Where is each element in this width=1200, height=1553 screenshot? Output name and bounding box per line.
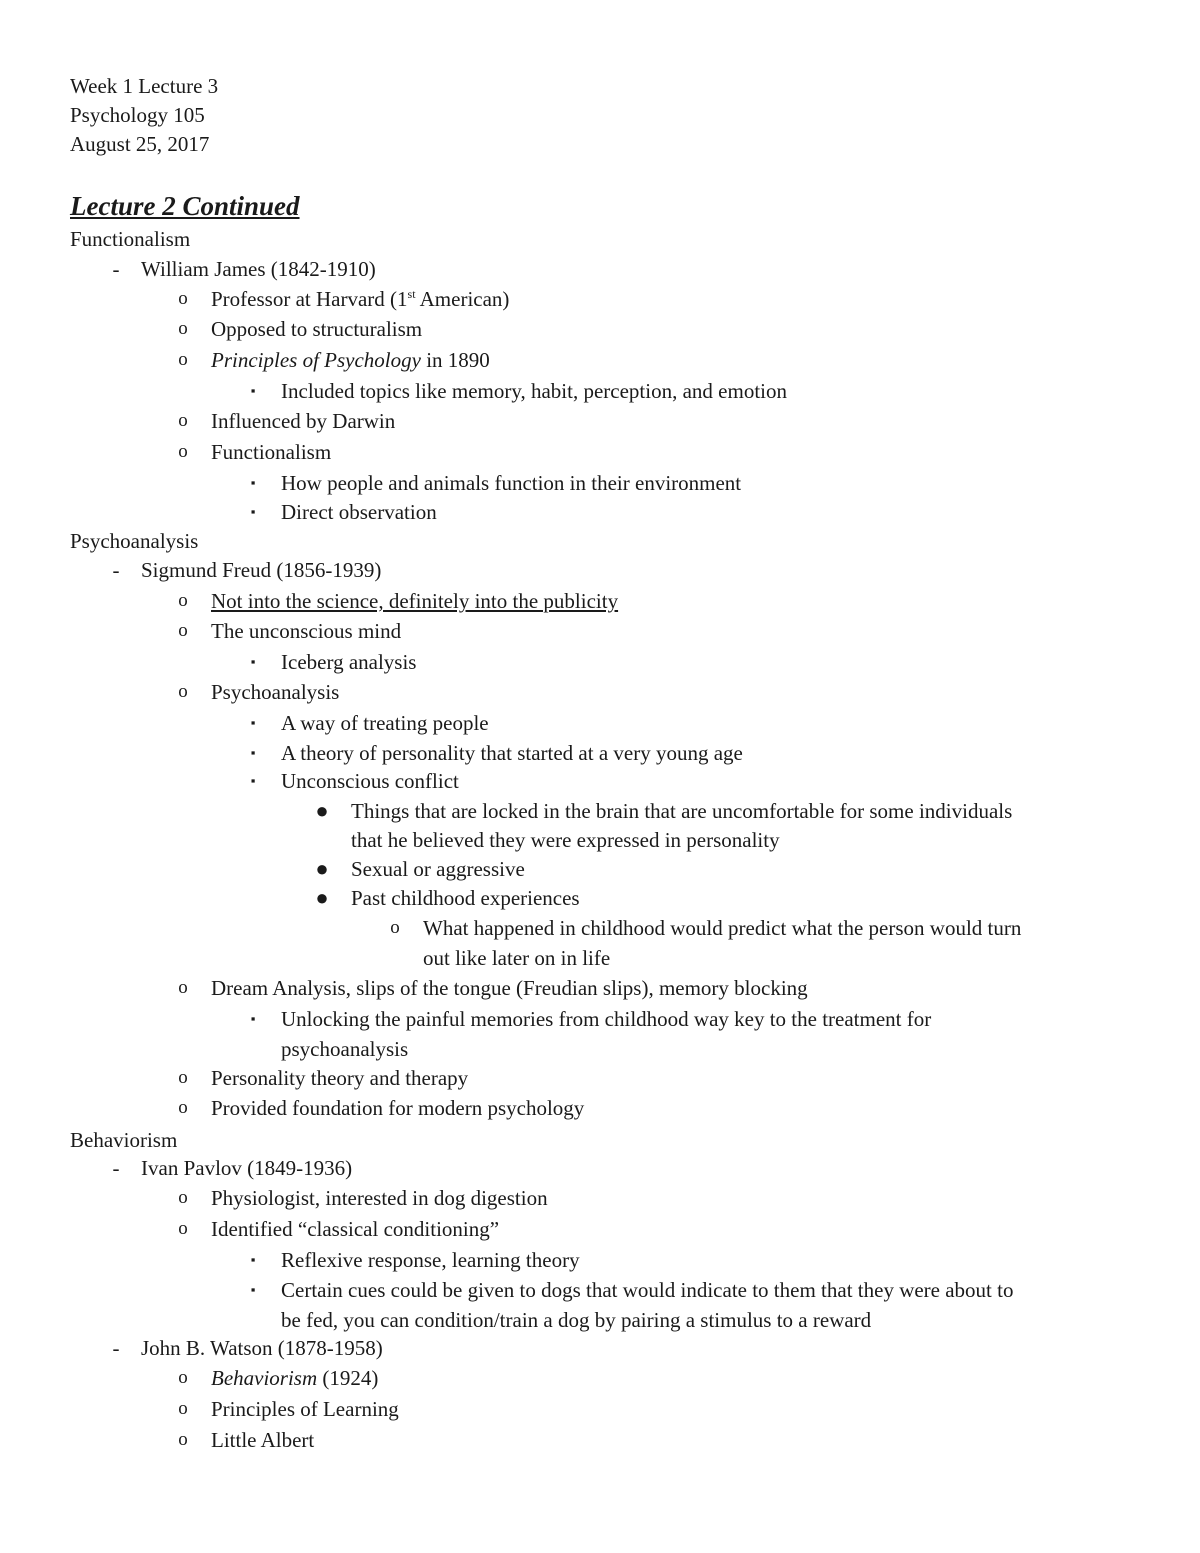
topics-text: Included topics like memory, habit, perception, and emotion (281, 379, 787, 403)
circle-bullet: o (178, 318, 188, 339)
dash-bullet: - (112, 1336, 120, 1360)
circle-bullet: o (178, 1367, 188, 1388)
foundation-text: Provided foundation for modern psychology (211, 1096, 585, 1120)
square-bullet: ▪ (250, 383, 256, 398)
iceberg-text: Iceberg analysis (281, 650, 417, 674)
square-bullet: ▪ (250, 773, 256, 788)
psychoanalysis-text: Psychoanalysis (211, 680, 340, 704)
functionalism-text: Functionalism (211, 440, 332, 464)
square-bullet: ▪ (250, 504, 256, 519)
dash-bullet: - (112, 558, 120, 582)
date-text: August 25, 2017 (70, 132, 210, 156)
square-bullet: ▪ (250, 745, 256, 760)
harvard-text: Professor at Harvard (1st American) (211, 287, 510, 311)
principles-text: Principles of Psychology in 1890 (211, 348, 490, 372)
week-text: Week 1 Lecture 3 (70, 74, 219, 98)
page-title: Lecture 2 Continued (70, 191, 300, 221)
learning-text: Principles of Learning (211, 1397, 399, 1421)
square-bullet: ▪ (250, 654, 256, 669)
circle-bullet: o (178, 349, 188, 370)
james-text: William James (1842-1910) (141, 257, 376, 281)
circle-bullet: o (178, 288, 188, 309)
watson-text: John B. Watson (1878-1958) (141, 1336, 383, 1360)
circle-bullet: o (178, 1218, 188, 1239)
heading-functionalism: Functionalism (70, 227, 191, 251)
square-bullet: ▪ (250, 475, 256, 490)
square-bullet: ▪ (250, 1011, 256, 1026)
circle-bullet: o (178, 441, 188, 462)
cues-text-2: be fed, you can condition/train a dog by pairing a stimulus to a reward (281, 1308, 872, 1332)
circle-bullet: o (390, 917, 400, 938)
circle-bullet: o (178, 1067, 188, 1088)
locked-text-2: that he believed they were expressed in personality (351, 828, 780, 852)
identified-text: Identified “classical conditioning” (211, 1217, 500, 1241)
square-bullet: ▪ (250, 1282, 256, 1297)
theory-text: A theory of personality that started at a very young age (281, 741, 743, 765)
circle-bullet: o (178, 681, 188, 702)
circle-bullet: o (178, 1187, 188, 1208)
direct-text: Direct observation (281, 500, 437, 524)
freud-text: Sigmund Freud (1856-1939) (141, 558, 382, 582)
dash-bullet: - (112, 1156, 120, 1180)
square-bullet: ▪ (250, 715, 256, 730)
pavlov-text: Ivan Pavlov (1849-1936) (141, 1156, 353, 1180)
happened-text-2: out like later on in life (423, 946, 611, 970)
square-bullet: ▪ (250, 1252, 256, 1267)
heading-psychoanalysis: Psychoanalysis (70, 529, 199, 553)
conflict-text: Unconscious conflict (281, 769, 459, 793)
circle-bullet: o (178, 1097, 188, 1118)
personality-text: Personality theory and therapy (211, 1066, 469, 1090)
dream-text: Dream Analysis, slips of the tongue (Freudian slips), memory blocking (211, 976, 808, 1000)
opposed-text: Opposed to structuralism (211, 317, 423, 341)
unconscious-text: The unconscious mind (211, 619, 402, 643)
reflexive-text: Reflexive response, learning theory (281, 1248, 580, 1272)
darwin-text: Influenced by Darwin (211, 409, 396, 433)
circle-bullet: o (178, 410, 188, 431)
dot-bullet: ● (315, 798, 329, 823)
unlock-text-2: psychoanalysis (281, 1037, 409, 1061)
circle-bullet: o (178, 620, 188, 641)
heading-behaviorism: Behaviorism (70, 1128, 178, 1152)
circle-bullet: o (178, 977, 188, 998)
cues-text-1: Certain cues could be given to dogs that would indicate to them that they were about to (281, 1278, 1014, 1302)
circle-bullet: o (178, 590, 188, 611)
albert-text: Little Albert (211, 1428, 315, 1452)
unlock-text-1: Unlocking the painful memories from childhood way key to the treatment for (281, 1007, 932, 1031)
past-text: Past childhood experiences (351, 886, 580, 910)
circle-bullet: o (178, 1429, 188, 1450)
how-text: How people and animals function in their environment (281, 471, 742, 495)
science-text: Not into the science, definitely into the publicity (211, 589, 619, 613)
dash-bullet: - (112, 257, 120, 281)
sexual-text: Sexual or aggressive (351, 857, 525, 881)
physio-text: Physiologist, interested in dog digestion (211, 1186, 548, 1210)
happened-text-1: What happened in childhood would predict what the person would turn (423, 916, 1022, 940)
circle-bullet: o (178, 1398, 188, 1419)
behaviorism-book-text: Behaviorism (1924) (211, 1366, 379, 1390)
course-text: Psychology 105 (70, 103, 205, 127)
locked-text-1: Things that are locked in the brain that are uncomfortable for some individuals (351, 799, 1013, 823)
dot-bullet: ● (315, 856, 329, 881)
treating-text: A way of treating people (281, 711, 489, 735)
dot-bullet: ● (315, 885, 329, 910)
